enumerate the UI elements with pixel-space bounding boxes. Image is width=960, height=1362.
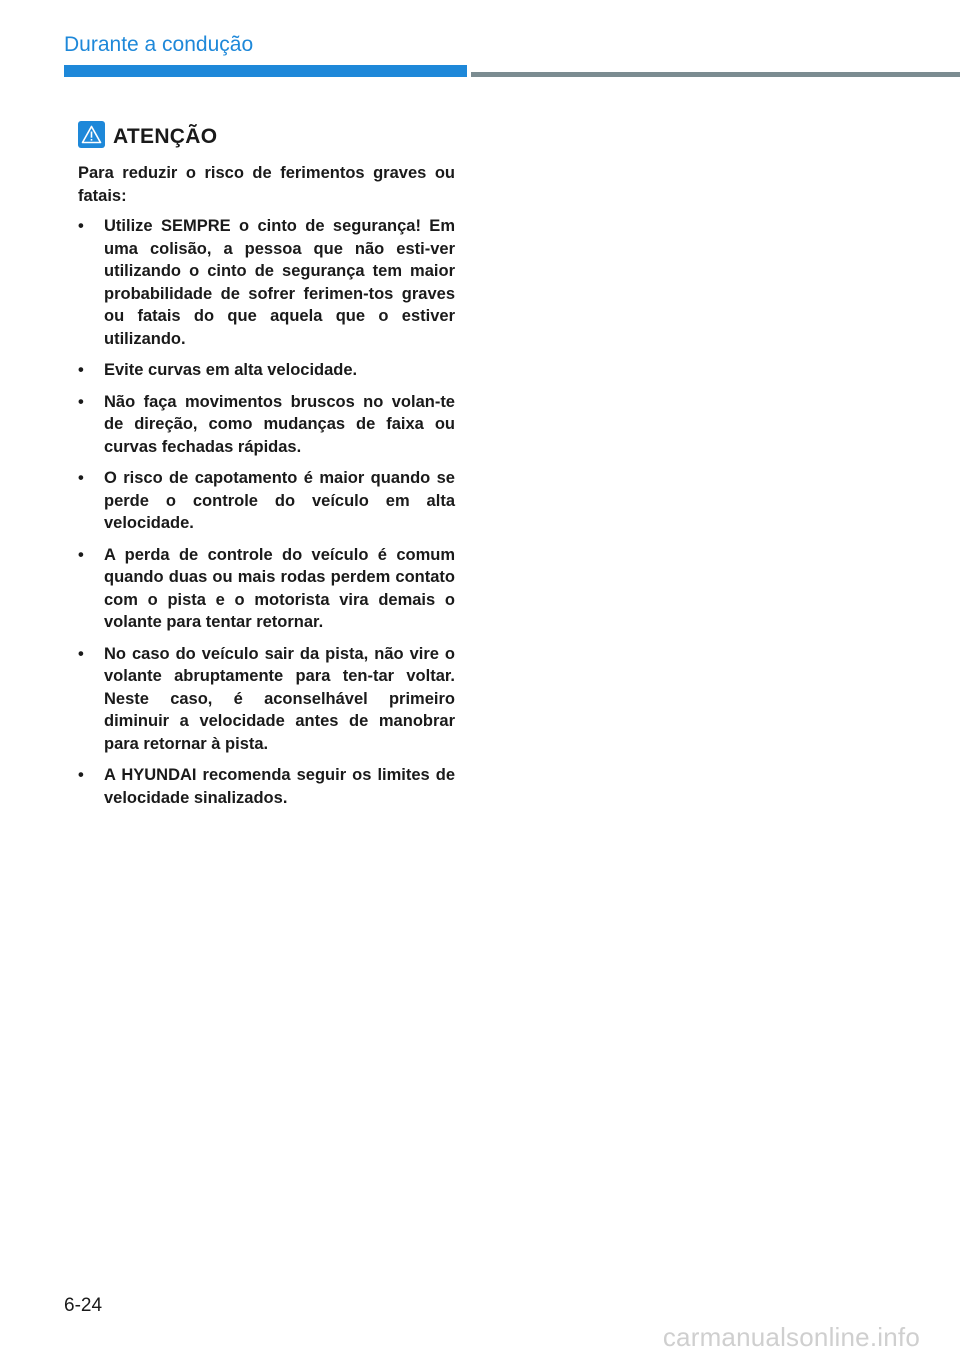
warning-intro: Para reduzir o risco de ferimentos graves ou fatais:	[78, 164, 455, 205]
list-item	[78, 215, 455, 350]
warning-header	[78, 115, 455, 153]
bullet: •	[78, 469, 84, 487]
list-item	[78, 359, 455, 382]
list-item-text: A perda de controle do veículo é comum quando duas ou mais rodas perdem contato com o pista e o motorista vira demais o volante para tentar retornar.	[104, 545, 455, 631]
bullet: •	[78, 545, 84, 564]
list-item-text: No caso do veículo sair da pista, não vire o volante abruptamente para ten-tar voltar. Neste caso, é aconselhável primeiro diminuir a velocidade antes de manobrar para retornar à pista.	[104, 644, 455, 753]
list-item	[78, 544, 455, 634]
header-rule	[471, 72, 960, 77]
list-item-text: A HYUNDAI recomenda seguir os limites de velocidade sinalizados.	[104, 766, 455, 807]
list-item	[78, 643, 455, 756]
page-number: 6-24	[64, 1295, 103, 1316]
header-accent-bar	[64, 65, 467, 77]
bullet: •	[78, 644, 84, 663]
list-item	[78, 764, 455, 809]
bullet: •	[78, 361, 84, 379]
list-item	[78, 391, 455, 459]
warning-box	[78, 115, 455, 818]
watermark: carmanualsonline.info	[662, 1322, 920, 1352]
list-item-text: Não faça movimentos bruscos no volan-te de direção, como mudanças de faixa ou curvas fechadas rápidas.	[104, 392, 455, 456]
bullet: •	[78, 392, 84, 411]
list-item-text: O risco de capotamento é maior quando se perde o controle do veículo em alta velocidade.	[104, 469, 455, 532]
list-item-text: Evite curvas em alta velocidade.	[104, 361, 358, 379]
warning-triangle-icon	[78, 121, 105, 148]
warning-list	[78, 215, 455, 809]
bullet: •	[78, 217, 84, 235]
bullet: •	[78, 766, 84, 784]
list-item-text: Utilize SEMPRE o cinto de segurança! Em uma colisão, a pessoa que não esti-ver utilizando o cinto de segurança tem maior probabilidade de sofrer ferimen-tos graves ou fatais do que aquela que o estiver utilizando.	[104, 217, 455, 348]
list-item	[78, 467, 455, 535]
warning-title: ATENÇÃO	[113, 125, 218, 148]
section-title: Durante a condução	[64, 33, 254, 56]
